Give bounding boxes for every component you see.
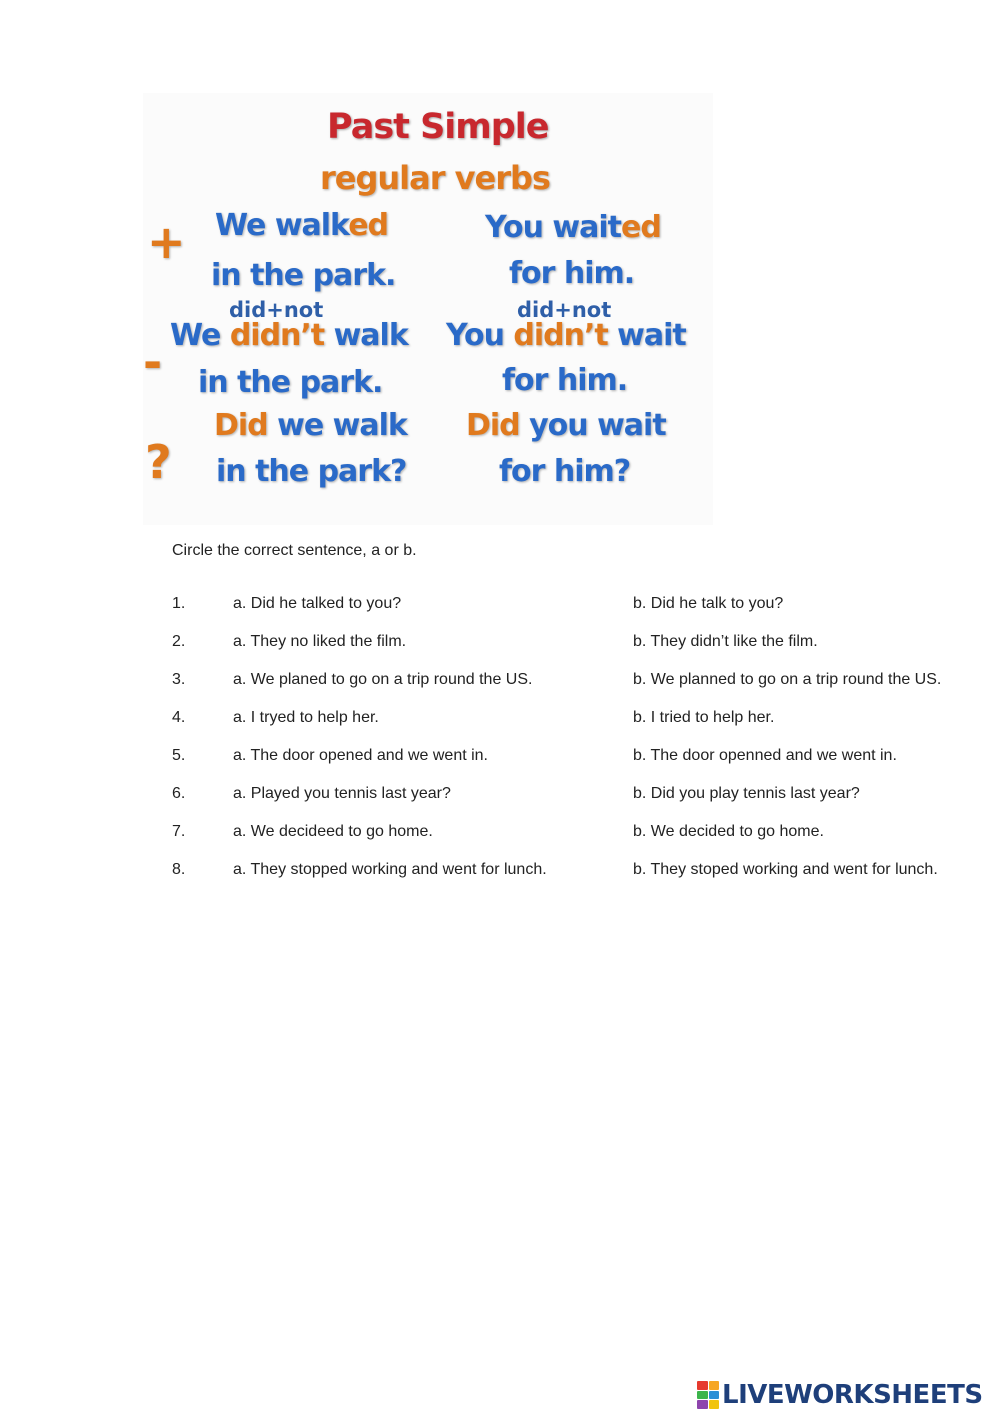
- question-sentence-1: [214, 408, 407, 443]
- didnt-word: didn’t: [229, 318, 325, 353]
- option-b[interactable]: b. We decided to go home.: [633, 823, 824, 840]
- negative-subject: We: [170, 318, 230, 353]
- exercise-row: [0, 709, 1000, 733]
- ed-ending: ed: [348, 208, 389, 243]
- exercise-row: [0, 823, 1000, 847]
- positive-sentence-2: [485, 210, 661, 245]
- option-a[interactable]: a. Did he talked to you?: [233, 595, 402, 612]
- exercise-row: [0, 861, 1000, 885]
- did-not-hint-2: did+not: [517, 298, 612, 322]
- positive-sentence-2-line2: for him.: [509, 256, 635, 291]
- exercise-number: 7.: [172, 823, 186, 840]
- liveworksheets-icon: [697, 1381, 719, 1409]
- option-a[interactable]: a. They no liked the film.: [233, 633, 407, 650]
- negative-sentence-1-line2: in the park.: [198, 365, 383, 400]
- plus-symbol: +: [147, 215, 185, 269]
- option-b[interactable]: b. I tried to help her.: [633, 709, 775, 726]
- question-rest: we walk: [267, 408, 407, 443]
- exercise-row: [0, 633, 1000, 657]
- option-a[interactable]: a. Played you tennis last year?: [233, 785, 451, 802]
- option-a[interactable]: a. They stopped working and went for lunch.: [233, 861, 547, 878]
- question-rest: you wait: [519, 408, 666, 443]
- option-b[interactable]: b. Did you play tennis last year?: [633, 785, 860, 802]
- did-not-hint-1: did+not: [229, 298, 324, 322]
- question-sentence-2: [466, 408, 666, 443]
- logo-text: LIVEWORKSHEETS: [722, 1380, 983, 1410]
- exercise-row: [0, 785, 1000, 809]
- exercise-number: 2.: [172, 633, 186, 650]
- option-b[interactable]: b. We planned to go on a trip round the US.: [633, 671, 942, 688]
- positive-stem: You wait: [485, 210, 621, 245]
- poster-title: Past Simple: [327, 107, 549, 147]
- did-word: Did: [214, 408, 268, 443]
- positive-stem: We walk: [215, 208, 349, 243]
- poster-subtitle: regular verbs: [320, 159, 550, 197]
- negative-verb: walk: [324, 318, 408, 353]
- question-sentence-2-line2: for him?: [499, 454, 631, 489]
- ed-ending: ed: [620, 210, 661, 245]
- option-a[interactable]: a. We decideed to go home.: [233, 823, 433, 840]
- question-sentence-1-line2: in the park?: [216, 454, 407, 489]
- exercise-number: 3.: [172, 671, 186, 688]
- exercise-number: 8.: [172, 861, 186, 878]
- past-simple-poster: [143, 93, 713, 525]
- minus-symbol: -: [143, 335, 162, 389]
- negative-verb: wait: [607, 318, 686, 353]
- exercise-number: 4.: [172, 709, 186, 726]
- option-a[interactable]: a. We planed to go on a trip round the US.: [233, 671, 533, 688]
- exercise-row: [0, 747, 1000, 771]
- exercise-row: [0, 671, 1000, 695]
- negative-sentence-2-line2: for him.: [502, 363, 628, 398]
- option-b[interactable]: b. The door openned and we went in.: [633, 747, 897, 764]
- option-a[interactable]: a. I tryed to help her.: [233, 709, 379, 726]
- question-symbol: ?: [145, 435, 171, 489]
- positive-sentence-1-line2: in the park.: [211, 258, 396, 293]
- negative-sentence-2: [446, 318, 686, 353]
- negative-sentence-1: [170, 318, 408, 353]
- instruction-text: Circle the correct sentence, a or b.: [172, 542, 417, 559]
- option-b[interactable]: b. They didn’t like the film.: [633, 633, 818, 650]
- exercise-number: 5.: [172, 747, 186, 764]
- option-b[interactable]: b. Did he talk to you?: [633, 595, 784, 612]
- exercise-number: 1.: [172, 595, 186, 612]
- option-a[interactable]: a. The door opened and we went in.: [233, 747, 488, 764]
- option-b[interactable]: b. They stoped working and went for lunch.: [633, 861, 938, 878]
- did-word: Did: [466, 408, 520, 443]
- positive-sentence-1: [215, 208, 388, 243]
- exercise-row: [0, 595, 1000, 619]
- exercise-number: 6.: [172, 785, 186, 802]
- negative-subject: You: [446, 318, 514, 353]
- didnt-word: didn’t: [513, 318, 608, 353]
- liveworksheets-logo: [697, 1378, 983, 1412]
